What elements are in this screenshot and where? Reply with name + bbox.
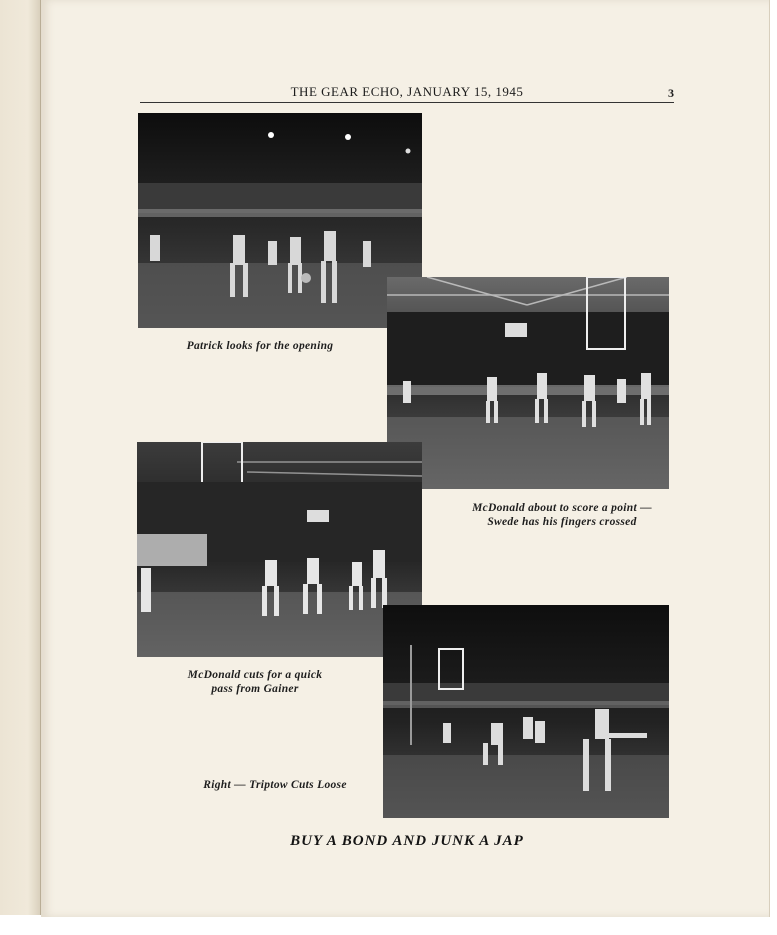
photo-patrick-image [138, 113, 422, 328]
war-bond-slogan: BUY A BOND AND JUNK A JAP [290, 833, 524, 849]
photo-triptow [383, 605, 669, 818]
photo-triptow-image [383, 605, 669, 818]
caption-photo-2-line-2: Swede has his fingers crossed [487, 516, 637, 528]
caption-photo-3-line-2: pass from Gainer [211, 683, 299, 695]
caption-photo-4 [170, 778, 380, 792]
scan-margin [0, 917, 777, 935]
masthead-title: THE GEAR ECHO, JANUARY 15, 1945 [290, 84, 524, 99]
photo-mcdonald-cuts [137, 442, 422, 657]
page-number: 3 [668, 86, 674, 100]
caption-photo-1 [138, 339, 382, 353]
facing-page-edge [0, 0, 41, 915]
caption-photo-3 [160, 668, 350, 696]
caption-photo-1-text: Patrick looks for the opening [186, 340, 334, 352]
photo-mcdonald-cuts-image [137, 442, 422, 657]
caption-photo-2 [427, 501, 697, 529]
caption-photo-4-text: Right — Triptow Cuts Loose [203, 779, 347, 791]
photo-patrick [138, 113, 422, 328]
caption-photo-2-line-1: McDonald about to score a point — [472, 502, 652, 514]
page-header [140, 84, 674, 103]
photo-mcdonald-score [387, 277, 669, 489]
caption-photo-3-line-1: McDonald cuts for a quick [187, 669, 323, 681]
photo-mcdonald-score-image [387, 277, 669, 489]
